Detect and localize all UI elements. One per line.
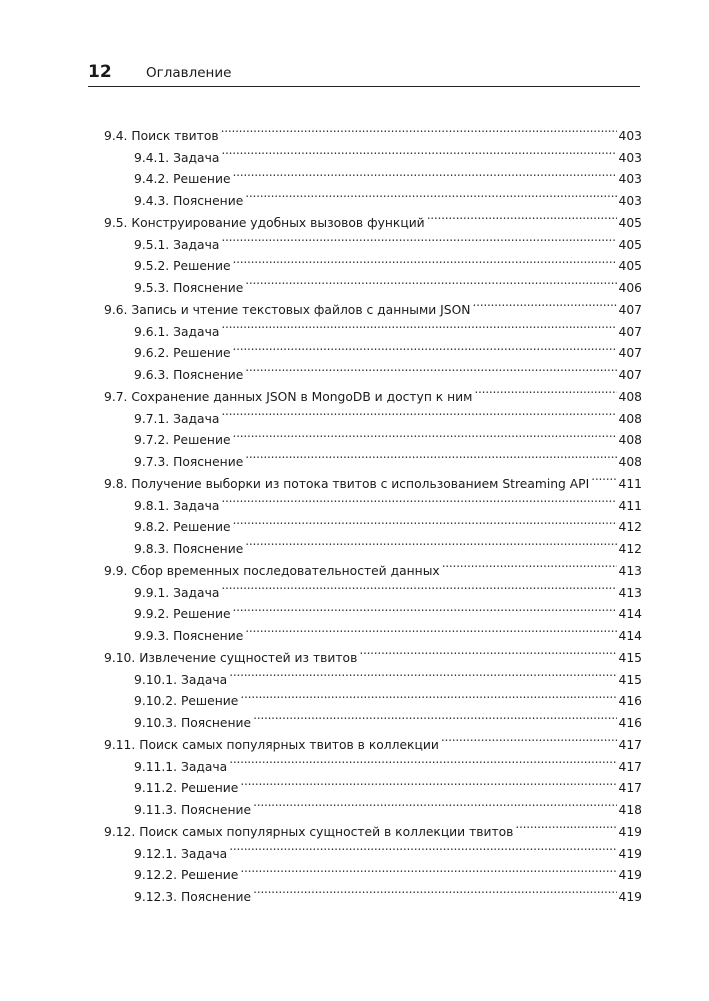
dot-leader xyxy=(427,205,617,227)
toc-entry-page: 413 xyxy=(618,563,642,578)
dot-leader xyxy=(240,684,616,706)
toc-entry-number: 9.6.3. xyxy=(134,368,170,382)
toc-entry-label xyxy=(134,452,243,474)
dot-leader xyxy=(591,466,616,488)
toc-entry-title: Решение xyxy=(173,259,231,274)
toc-entry-title: Поиск самых популярных твитов в коллекции xyxy=(139,737,439,752)
toc-entry xyxy=(104,118,642,143)
toc-entry-title: Задача xyxy=(173,324,220,339)
toc-entry-label xyxy=(134,322,219,344)
toc-entry-page: 419 xyxy=(618,890,642,904)
toc-entry-title: Сохранение данных JSON в MongoDB и доступ к ним xyxy=(131,389,473,404)
toc-entry-page: 407 xyxy=(618,324,642,339)
toc-entry-title: Решение xyxy=(173,433,231,448)
running-header xyxy=(88,62,640,87)
toc-entry-number: 9.12.1. xyxy=(134,846,178,861)
toc-entry-title: Пояснение xyxy=(173,281,244,295)
toc-entry-page: 419 xyxy=(618,846,642,861)
toc-entry-title: Решение xyxy=(180,868,239,883)
toc-entry-page: 416 xyxy=(618,694,642,709)
toc-entry-page: 412 xyxy=(618,520,642,535)
dot-leader xyxy=(253,705,616,727)
dot-leader xyxy=(233,336,617,358)
toc-entry-label xyxy=(134,778,238,800)
dot-leader xyxy=(515,814,616,836)
toc-entry-number: 9.6.2. xyxy=(134,346,170,361)
toc-entry-number: 9.7.2. xyxy=(134,433,170,448)
toc-entry-number: 9.9.3. xyxy=(134,629,170,643)
toc-entry-title: Поиск твитов xyxy=(131,128,219,143)
dot-leader xyxy=(233,162,617,184)
toc-entry-label xyxy=(134,604,231,626)
toc-entry-number: 9.9. xyxy=(104,563,128,578)
toc-entry-page: 412 xyxy=(618,542,642,556)
dot-leader xyxy=(245,618,616,640)
toc-entry-page: 415 xyxy=(618,650,642,665)
toc-entry-page: 418 xyxy=(618,803,642,817)
toc-entry-label xyxy=(134,583,219,605)
toc-entry-page: 415 xyxy=(618,672,642,687)
toc-entry-label xyxy=(134,148,219,170)
dot-leader xyxy=(245,531,616,553)
toc-entry-title: Получение выборки из потока твитов с использованием Streaming API xyxy=(131,476,590,491)
toc-entry-number: 9.9.2. xyxy=(134,607,170,622)
toc-entry-title: Задача xyxy=(180,672,228,687)
toc-entry-number: 9.5.2. xyxy=(134,259,170,274)
toc-entry-title: Задача xyxy=(173,411,220,426)
toc-entry-page: 403 xyxy=(618,172,642,187)
dot-leader xyxy=(245,444,616,466)
toc-entry-title: Пояснение xyxy=(173,455,244,469)
toc-entry-title: Пояснение xyxy=(173,629,244,643)
toc-entry-number: 9.11. xyxy=(104,737,136,752)
toc-entry-number: 9.8.2. xyxy=(134,520,170,535)
toc-entry-page: 411 xyxy=(618,476,642,491)
toc-entry-page: 403 xyxy=(618,150,642,165)
toc-entry-page: 403 xyxy=(618,194,642,208)
toc-entry-number: 9.12.2. xyxy=(134,868,178,883)
toc-entry-title: Решение xyxy=(173,520,231,535)
toc-entry-label xyxy=(134,800,251,822)
toc-entry-label xyxy=(134,517,231,539)
toc-entry-label xyxy=(134,670,227,692)
dot-leader xyxy=(221,488,616,510)
toc-entry-number: 9.4. xyxy=(104,128,128,143)
toc-entry-title: Пояснение xyxy=(173,368,244,382)
toc-entry-number: 9.10.1. xyxy=(134,672,178,687)
dot-leader xyxy=(221,401,616,423)
dot-leader xyxy=(233,597,617,619)
toc-entry-number: 9.12. xyxy=(104,824,136,839)
toc-entry-title: Поиск самых популярных сущностей в коллекции твитов xyxy=(139,824,514,839)
toc-entry-label xyxy=(134,343,231,365)
toc-entry-title: Пояснение xyxy=(180,890,252,904)
dot-leader xyxy=(229,836,616,858)
dot-leader xyxy=(474,379,616,401)
toc-entry-title: Решение xyxy=(180,694,239,709)
toc-entry-page: 407 xyxy=(618,302,642,317)
toc-entry-page: 408 xyxy=(618,455,642,469)
running-title: Оглавление xyxy=(146,65,232,81)
toc-entry-label xyxy=(134,496,219,518)
toc-entry-title: Задача xyxy=(173,150,220,165)
toc-entry-title: Извлечение сущностей из твитов xyxy=(139,650,358,665)
toc-entry-page: 416 xyxy=(618,716,642,730)
toc-entry-page: 417 xyxy=(618,781,642,796)
toc-entry-number: 9.6.1. xyxy=(134,324,170,339)
toc-entry-page: 405 xyxy=(618,259,642,274)
toc-entry-label xyxy=(134,235,219,257)
toc-entry-number: 9.5.1. xyxy=(134,237,170,252)
toc-entry-number: 9.11.3. xyxy=(134,803,178,817)
dot-leader xyxy=(233,510,617,532)
toc-entry-number: 9.7. xyxy=(104,389,128,404)
toc-entry-number: 9.4.3. xyxy=(134,194,170,208)
toc-entry-number: 9.7.3. xyxy=(134,455,170,469)
toc-entry-number: 9.4.1. xyxy=(134,150,170,165)
toc-entry-title: Решение xyxy=(180,781,239,796)
toc-entry-title: Решение xyxy=(173,346,231,361)
toc-entry-number: 9.5.3. xyxy=(134,281,170,295)
toc-entry-label xyxy=(134,409,219,431)
toc-entry-label xyxy=(134,539,243,561)
dot-leader xyxy=(442,553,617,575)
toc-entry-number: 9.12.3. xyxy=(134,890,178,904)
toc-entry-label xyxy=(134,430,231,452)
toc-entry-page: 417 xyxy=(618,737,642,752)
toc-entry-label xyxy=(134,865,238,887)
toc-entry-label xyxy=(134,626,243,648)
toc-entry-label xyxy=(134,691,238,713)
toc-entry-number: 9.8.3. xyxy=(134,542,170,556)
toc-entry-number: 9.11.1. xyxy=(134,759,178,774)
toc-entry-title: Конструирование удобных вызовов функций xyxy=(131,215,425,230)
toc-entry-page: 419 xyxy=(618,868,642,883)
toc-entry-title: Пояснение xyxy=(173,542,244,556)
toc-entry-number: 9.6. xyxy=(104,302,128,317)
dot-leader xyxy=(245,183,616,205)
toc-entry-title: Сбор временных последовательностей данных xyxy=(131,563,440,578)
toc-entry-page: 406 xyxy=(618,281,642,295)
toc-entry-page: 408 xyxy=(618,411,642,426)
dot-leader xyxy=(229,662,616,684)
toc-entry-number: 9.7.1. xyxy=(134,411,170,426)
dot-leader xyxy=(472,292,616,314)
toc-entry-title: Задача xyxy=(173,498,220,513)
toc-entry-page: 413 xyxy=(618,585,642,600)
toc-entry-number: 9.5. xyxy=(104,215,128,230)
dot-leader xyxy=(240,858,616,880)
dot-leader xyxy=(245,270,616,292)
dot-leader xyxy=(221,140,616,162)
toc-entry-label xyxy=(104,126,219,148)
toc-entry-title: Пояснение xyxy=(180,803,252,817)
dot-leader xyxy=(441,727,617,749)
toc-entry-page: 407 xyxy=(618,346,642,361)
toc-entry-title: Задача xyxy=(173,585,220,600)
dot-leader xyxy=(221,575,616,597)
dot-leader xyxy=(221,227,616,249)
toc-entry-number: 9.11.2. xyxy=(134,781,178,796)
toc-entry-label xyxy=(134,844,227,866)
toc-entry-label xyxy=(134,365,243,387)
dot-leader xyxy=(253,879,616,901)
toc-entry-page: 414 xyxy=(618,629,642,643)
toc-entry-number: 9.8.1. xyxy=(134,498,170,513)
toc-entry-number: 9.8. xyxy=(104,476,128,491)
toc-entry-label xyxy=(134,278,243,300)
dot-leader xyxy=(240,771,616,793)
page-number: 12 xyxy=(88,62,112,82)
dot-leader xyxy=(233,423,617,445)
toc-entry-label xyxy=(134,191,243,213)
toc-entry-title: Задача xyxy=(180,759,228,774)
dot-leader xyxy=(233,249,617,271)
toc-entry-label xyxy=(134,713,251,735)
toc-entry-page: 408 xyxy=(618,389,642,404)
toc-entry-title: Решение xyxy=(173,172,231,187)
toc-entry-page: 408 xyxy=(618,433,642,448)
table-of-contents xyxy=(104,118,642,904)
toc-entry-number: 9.10. xyxy=(104,650,136,665)
toc-entry-page: 405 xyxy=(618,237,642,252)
toc-entry-page: 411 xyxy=(618,498,642,513)
toc-entry-number: 9.9.1. xyxy=(134,585,170,600)
toc-entry-label xyxy=(134,169,231,191)
dot-leader xyxy=(229,749,616,771)
toc-entry-page: 419 xyxy=(618,824,642,839)
toc-entry-title: Задача xyxy=(173,237,220,252)
dot-leader xyxy=(359,640,616,662)
toc-entry-label xyxy=(134,887,251,909)
toc-entry-number: 9.10.2. xyxy=(134,694,178,709)
dot-leader xyxy=(245,357,616,379)
toc-entry-title: Пояснение xyxy=(180,716,252,730)
toc-entry-title: Задача xyxy=(180,846,228,861)
toc-entry-page: 407 xyxy=(618,368,642,382)
toc-entry-title: Решение xyxy=(173,607,231,622)
dot-leader xyxy=(221,314,616,336)
toc-entry-page: 417 xyxy=(618,759,642,774)
toc-entry-title: Пояснение xyxy=(173,194,244,208)
dot-leader xyxy=(221,118,617,140)
toc-entry-page: 403 xyxy=(618,128,642,143)
toc-entry-title: Запись и чтение текстовых файлов с данными JSON xyxy=(131,302,471,317)
toc-entry-label xyxy=(134,256,231,278)
toc-entry-page: 414 xyxy=(618,607,642,622)
toc-entry-label xyxy=(134,757,227,779)
toc-entry-page: 405 xyxy=(618,215,642,230)
toc-entry-number: 9.10.3. xyxy=(134,716,178,730)
toc-entry-number: 9.4.2. xyxy=(134,172,170,187)
dot-leader xyxy=(253,792,616,814)
